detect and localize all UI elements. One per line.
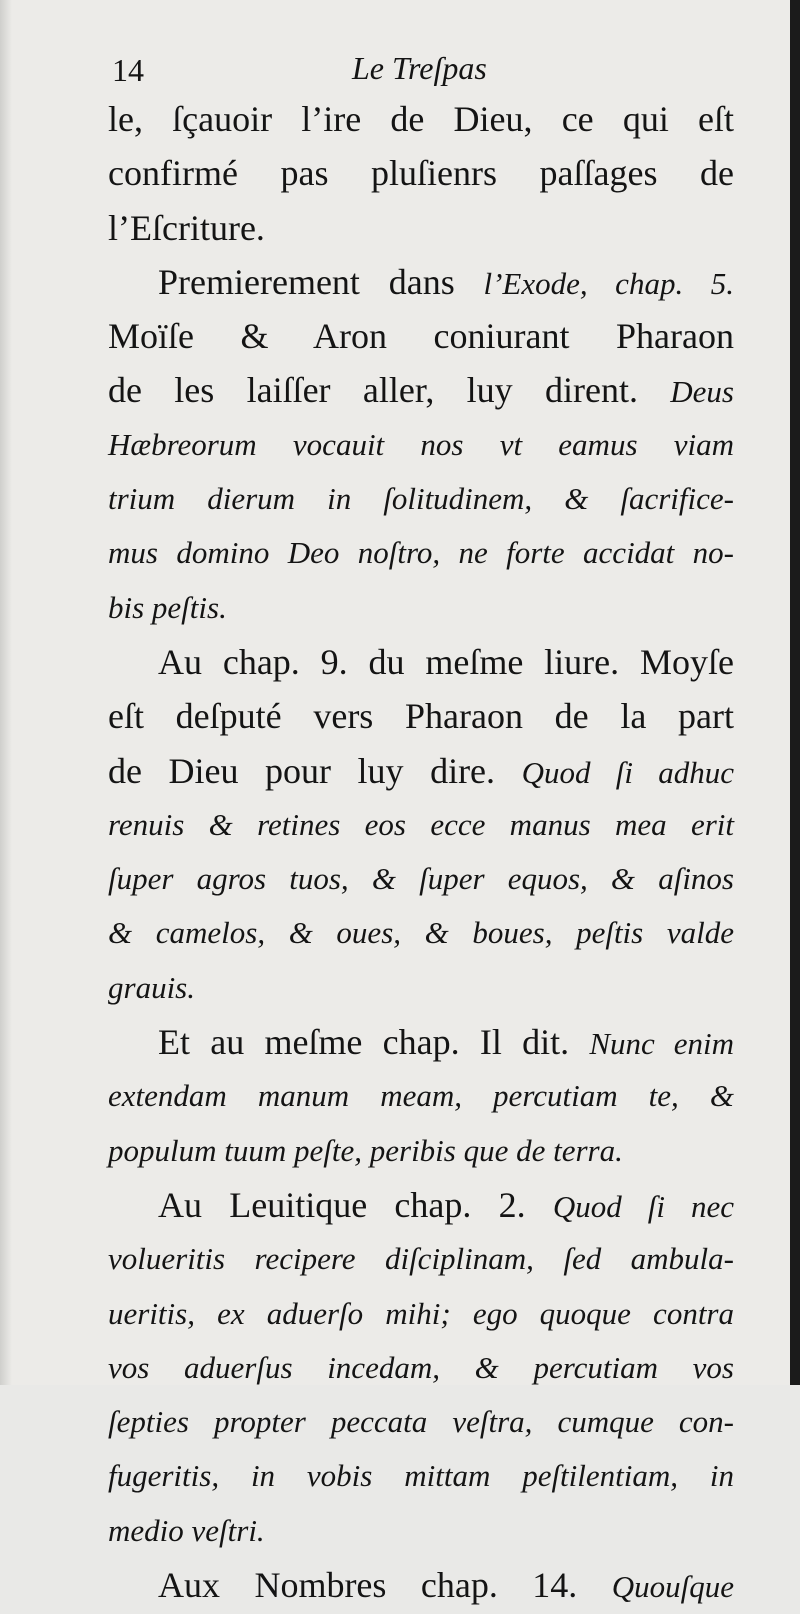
page-number: 14 bbox=[112, 52, 144, 88]
text-line: populum tuum peſte, peribis que de terra. bbox=[108, 1132, 623, 1168]
text-line: ſuper agros tuos, & ſuper equos, & aſinos bbox=[108, 861, 734, 897]
text-line: Aux Nombres chap. 14. Quouſque bbox=[158, 1565, 734, 1606]
text-line: confirmé pas pluſienrs paſſages de bbox=[108, 153, 734, 194]
text-line: le, ſçauoir l’ire de Dieu, ce qui eſt bbox=[108, 99, 734, 139]
text-line: vos aduerſus incedam, & percutiam vos bbox=[108, 1349, 734, 1385]
text-line: Au chap. 9. du meſme liure. Moyſe bbox=[158, 641, 734, 682]
text-line: grauis. bbox=[108, 969, 195, 1005]
text-line: Premierement dans l’Exode, chap. 5. bbox=[158, 261, 734, 302]
text-line: mus domino Deo noſtro, ne forte accidat no- bbox=[108, 535, 734, 571]
text-line: eſt deſputé vers Pharaon de la part bbox=[108, 696, 734, 737]
text-line: & camelos, & oues, & boues, peſtis valde bbox=[108, 915, 734, 951]
page-header bbox=[112, 46, 732, 94]
text-line: volueritis recipere diſciplinam, ſed ambula- bbox=[108, 1241, 734, 1277]
text-line: Et au meſme chap. Il dit. Nunc enim bbox=[158, 1022, 734, 1063]
text-line: Hæbreorum vocauit nos vt eamus viam bbox=[108, 426, 734, 462]
text-line: trium dierum in ſolitudinem, & ſacrifice- bbox=[108, 481, 734, 517]
body-text bbox=[108, 92, 734, 1612]
text-line: Moïſe & Aron coniurant Pharaon bbox=[108, 316, 734, 357]
text-line: extendam manum meam, percutiam te, & bbox=[108, 1078, 734, 1114]
text-line: ueritis, ex aduerſo mihi; ego quoque contra bbox=[108, 1295, 734, 1331]
text-line: bis peſtis. bbox=[108, 589, 227, 625]
text-line: l’Eſcriture. bbox=[108, 207, 265, 248]
text-line: fugeritis, in vobis mittam peſtilentiam, in bbox=[108, 1458, 734, 1494]
text-line: medio veſtri. bbox=[108, 1512, 265, 1548]
text-line: ſepties propter peccata veſtra, cumque con- bbox=[108, 1404, 734, 1440]
text-line: de Dieu pour luy dire. Quod ſi adhuc bbox=[108, 750, 734, 791]
text-line: renuis & retines eos ecce manus mea erit bbox=[108, 806, 734, 842]
text-line: Au Leuitique chap. 2. Quod ſi nec bbox=[158, 1184, 734, 1225]
text-line: de les laiſſer aller, luy dirent. Deus bbox=[108, 370, 734, 411]
running-title: Le Treſpas bbox=[352, 50, 487, 86]
